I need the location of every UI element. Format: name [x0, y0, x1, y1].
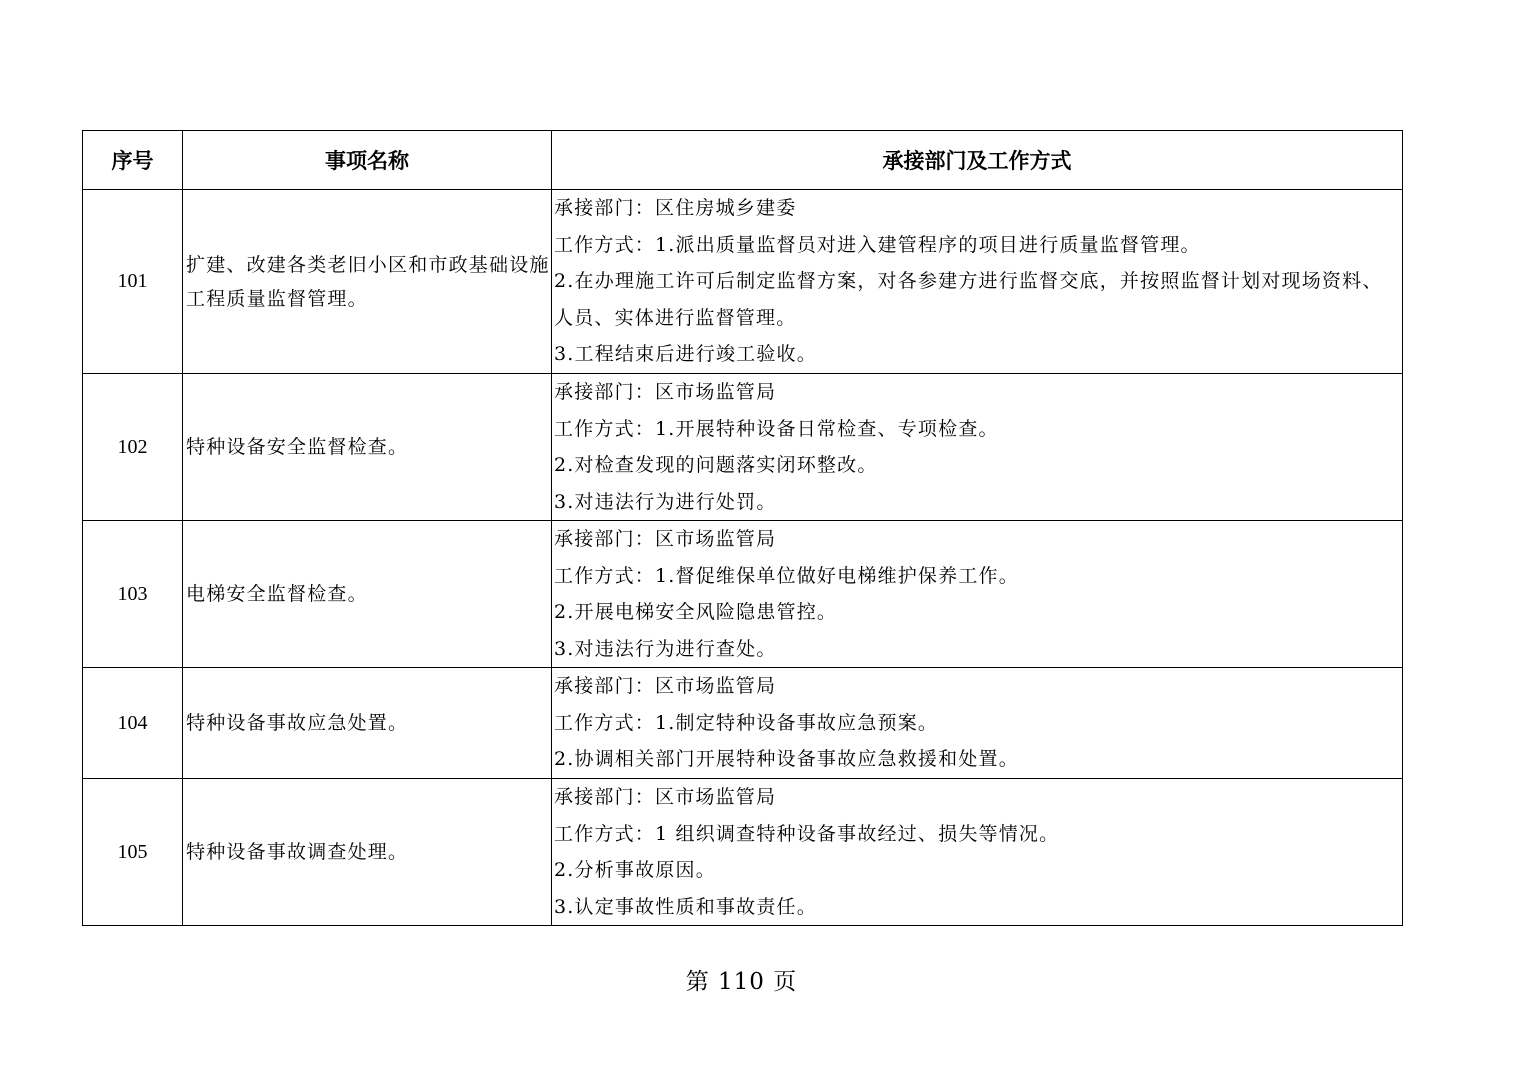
- detail-step: 2.在办理施工许可后制定监督方案，对各参建方进行监督交底，并按照监督计划对现场资料、人员、实体进行监督管理。: [554, 270, 1383, 329]
- row-name: 特种设备事故调查处理。: [183, 779, 552, 926]
- detail-department: 承接部门：区市场监管局: [554, 786, 777, 808]
- table-row: [83, 521, 1403, 668]
- detail-department: 承接部门：区住房城乡建委: [554, 197, 797, 220]
- row-detail: [552, 779, 1403, 926]
- detail-method: 工作方式：1.制定特种设备事故应急预案。: [554, 711, 939, 734]
- detail-method: 工作方式：1.督促维保单位做好电梯维护保养工作。: [554, 564, 1019, 587]
- detail-department: 承接部门：区市场监管局: [554, 675, 777, 698]
- detail-step: 2.对检查发现的问题落实闭环整改。: [554, 454, 878, 476]
- header-detail: 承接部门及工作方式: [552, 131, 1403, 190]
- detail-step: 3.工程结束后进行竣工验收。: [554, 343, 817, 366]
- row-name: 扩建、改建各类老旧小区和市政基础设施工程质量监督管理。: [183, 190, 552, 374]
- row-no: 102: [83, 374, 183, 521]
- detail-step: 2.协调相关部门开展特种设备事故应急救援和处置。: [554, 748, 1019, 771]
- detail-method: 工作方式：1.开展特种设备日常检查、专项检查。: [554, 417, 999, 440]
- detail-step: 2.分析事故原因。: [554, 859, 716, 881]
- row-no: 103: [83, 521, 183, 668]
- table-container: [82, 130, 1402, 926]
- detail-department: 承接部门：区市场监管局: [554, 528, 777, 550]
- header-no: 序号: [83, 131, 183, 190]
- table-row: [83, 779, 1403, 926]
- detail-department: 承接部门：区市场监管局: [554, 381, 777, 403]
- table-row: [83, 668, 1403, 779]
- header-name: 事项名称: [183, 131, 552, 190]
- table-row: [83, 374, 1403, 521]
- row-name: 电梯安全监督检查。: [183, 521, 552, 668]
- detail-step: 3.对违法行为进行查处。: [554, 637, 777, 660]
- detail-method: 工作方式：1 组织调查特种设备事故经过、损失等情况。: [554, 822, 1060, 845]
- table-row: [83, 190, 1403, 374]
- row-name: 特种设备事故应急处置。: [183, 668, 552, 779]
- row-detail: [552, 521, 1403, 668]
- detail-step: 2.开展电梯安全风险隐患管控。: [554, 601, 838, 623]
- row-no: 105: [83, 779, 183, 926]
- row-name: 特种设备安全监督检查。: [183, 374, 552, 521]
- row-detail: [552, 374, 1403, 521]
- row-no: 104: [83, 668, 183, 779]
- table-header-row: [83, 131, 1403, 190]
- detail-step: 3.对违法行为进行处罚。: [554, 490, 777, 513]
- detail-method: 工作方式：1.派出质量监督员对进入建管程序的项目进行质量监督管理。: [554, 233, 1201, 256]
- row-detail: [552, 668, 1403, 779]
- detail-step: 3.认定事故性质和事故责任。: [554, 895, 817, 918]
- row-no: 101: [83, 190, 183, 374]
- matters-table: [82, 130, 1403, 926]
- page-number: 第 110 页: [685, 969, 798, 995]
- row-detail: [552, 190, 1403, 374]
